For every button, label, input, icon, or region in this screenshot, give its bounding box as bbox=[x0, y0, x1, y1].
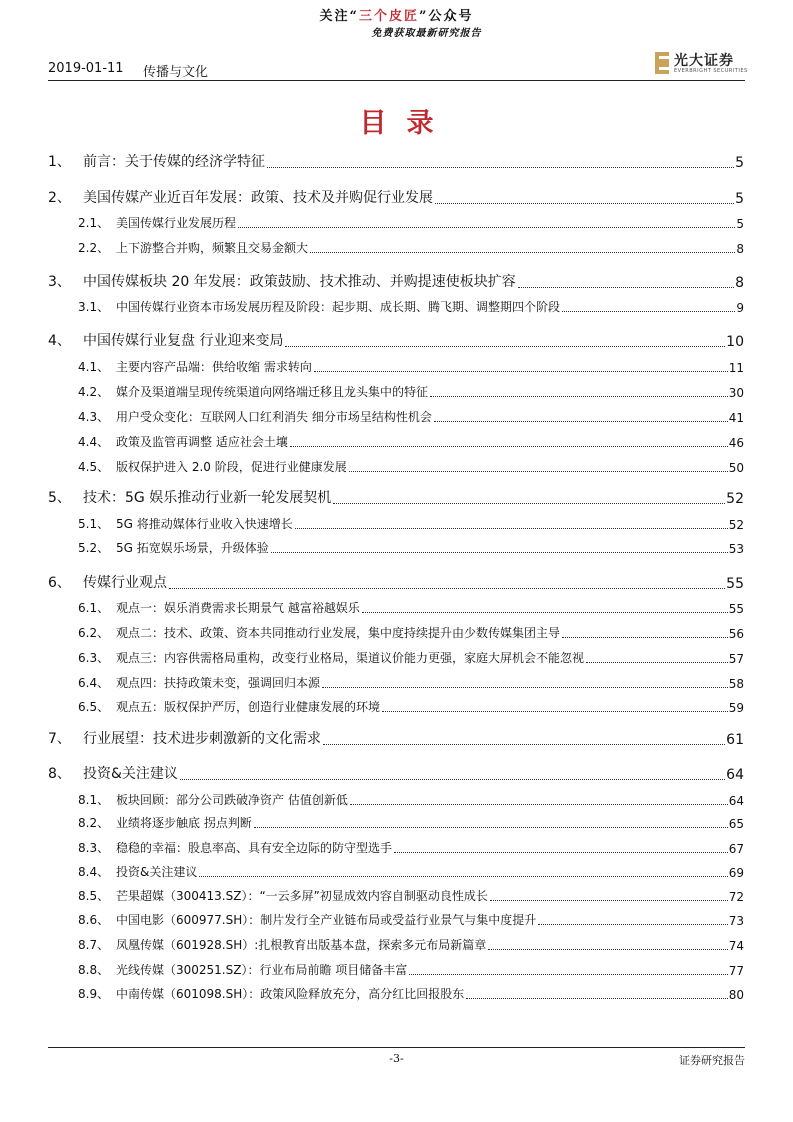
toc-entry[interactable] bbox=[48, 623, 744, 641]
toc-leader-dots bbox=[350, 804, 728, 805]
brand-logo-icon bbox=[655, 52, 669, 74]
toc-leader-dots bbox=[538, 924, 727, 925]
toc-leader-dots bbox=[434, 421, 728, 422]
toc-entry-number: 8.4、 bbox=[78, 865, 110, 879]
toc-entry[interactable] bbox=[48, 297, 744, 315]
toc-entry-page: 46 bbox=[728, 436, 744, 450]
toc-entry-page: 72 bbox=[728, 890, 744, 904]
toc-leader-dots bbox=[490, 900, 728, 901]
toc-entry-page: 56 bbox=[728, 627, 744, 641]
toc-entry-page: 10 bbox=[726, 334, 744, 350]
doc-type: 证券研究报告 bbox=[679, 1054, 745, 1067]
toc-entry-page: 64 bbox=[726, 767, 744, 783]
toc-entry[interactable] bbox=[48, 813, 744, 831]
toc-leader-dots bbox=[322, 687, 728, 688]
toc-entry-label: 用户受众变化：互联网人口红利消失 细分市场呈结构性机会 bbox=[116, 410, 432, 424]
toc-entry-number: 4、 bbox=[48, 333, 71, 349]
toc-leader-dots bbox=[310, 252, 735, 253]
toc-entry-page: 50 bbox=[728, 461, 744, 475]
toc-entry-number: 6、 bbox=[48, 575, 71, 591]
toc-entry-label: 观点四：扶持政策未变，强调回归本源 bbox=[116, 676, 321, 690]
toc-entry[interactable] bbox=[48, 910, 744, 928]
toc-entry-page: 9 bbox=[736, 301, 744, 315]
watermark-pre: 关注“ bbox=[319, 9, 359, 24]
toc-entry-page: 5 bbox=[735, 155, 744, 171]
toc-entry[interactable] bbox=[48, 935, 744, 953]
toc-entry-page: 11 bbox=[728, 361, 744, 375]
toc-entry-number: 7、 bbox=[48, 731, 71, 747]
watermark-line1 bbox=[0, 5, 793, 24]
toc-entry-page: 58 bbox=[728, 677, 744, 691]
toc-entry-page: 80 bbox=[728, 988, 744, 1002]
brand-logo bbox=[655, 50, 747, 76]
toc-entry-number: 5.2、 bbox=[78, 541, 110, 555]
toc-entry-label: 上下游整合并购，频繁且交易金额大 bbox=[116, 241, 309, 255]
toc-entry-page: 74 bbox=[728, 939, 744, 953]
toc-entry-number: 8.8、 bbox=[78, 963, 110, 977]
toc-entry-page: 77 bbox=[728, 964, 744, 978]
report-date: 2019-01-11 bbox=[48, 61, 124, 76]
toc-entry-page: 67 bbox=[728, 842, 744, 856]
toc-entry[interactable] bbox=[48, 984, 744, 1002]
toc-entry-label: 版权保护进入 2.0 阶段，促进行业健康发展 bbox=[116, 460, 347, 474]
toc-entry-page: 65 bbox=[728, 817, 744, 831]
toc-entry[interactable] bbox=[48, 790, 744, 808]
toc-entry[interactable] bbox=[48, 187, 744, 207]
toc-entry-number: 3、 bbox=[48, 274, 71, 290]
toc-entry-number: 4.5、 bbox=[78, 460, 110, 474]
toc-entry[interactable] bbox=[48, 648, 744, 666]
toc-entry-label: 观点三：内容供需格局重构，改变行业格局，渠道议价能力更强，家庭大屏机会不能忽视 bbox=[116, 651, 585, 665]
toc-entry-label: 中国传媒行业复盘 行业迎来变局 bbox=[83, 333, 284, 349]
toc-entry-number: 2、 bbox=[48, 190, 71, 206]
toc-entry-label: 凤凰传媒（601928.SH）:扎根教育出版基本盘，探索多元布局新篇章 bbox=[116, 938, 487, 952]
toc-entry-label: 主要内容产品端：供给收缩 需求转向 bbox=[116, 360, 312, 374]
toc-entry-label: 前言：关于传媒的经济学特征 bbox=[83, 154, 265, 170]
toc-entry-label: 光线传媒（300251.SZ）：行业布局前瞻 项目储备丰富 bbox=[116, 963, 408, 977]
toc-leader-dots bbox=[271, 552, 728, 553]
toc-entry[interactable] bbox=[48, 514, 744, 532]
toc-entry[interactable] bbox=[48, 382, 744, 400]
toc-leader-dots bbox=[430, 396, 728, 397]
toc-entry-number: 3.1、 bbox=[78, 300, 110, 314]
toc-entry-label: 业绩将逐步触底 拐点判断 bbox=[116, 816, 252, 830]
toc-entry-number: 8、 bbox=[48, 766, 71, 782]
toc-entry-label: 媒介及渠道端呈现传统渠道向网络端迁移且龙头集中的特征 bbox=[116, 385, 429, 399]
toc-entry[interactable] bbox=[48, 697, 744, 715]
toc-entry-page: 69 bbox=[728, 866, 744, 880]
toc-entry-page: 5 bbox=[735, 191, 744, 207]
toc-leader-dots bbox=[518, 287, 734, 288]
toc-leader-dots bbox=[238, 227, 735, 228]
toc-entry-label: 投资&关注建议 bbox=[83, 766, 178, 782]
toc-entry-label: 投资&关注建议 bbox=[116, 865, 198, 879]
toc-entry-number: 8.7、 bbox=[78, 938, 110, 952]
toc-entry[interactable] bbox=[48, 213, 744, 231]
toc-entry-label: 美国传媒产业近百年发展：政策、技术及并购促行业发展 bbox=[83, 190, 433, 206]
toc-entry-label: 芒果超媒（300413.SZ）：“一云多屏”初显成效内容自制驱动良性成长 bbox=[116, 889, 488, 903]
toc-entry-page: 41 bbox=[728, 411, 744, 425]
toc-entry-number: 5、 bbox=[48, 490, 71, 506]
footer-rule bbox=[48, 1047, 745, 1048]
toc-entry-number: 4.4、 bbox=[78, 435, 110, 449]
toc-leader-dots bbox=[435, 203, 734, 204]
toc-entry-number: 6.2、 bbox=[78, 626, 110, 640]
toc-entry[interactable] bbox=[48, 572, 744, 592]
toc-entry[interactable] bbox=[48, 457, 744, 475]
toc-leader-dots bbox=[180, 779, 725, 780]
brand-name-cn: 光大证券 bbox=[674, 53, 734, 69]
toc-leader-dots bbox=[562, 311, 735, 312]
page-number: -3- bbox=[389, 1052, 404, 1065]
toc-entry-number: 8.6、 bbox=[78, 913, 110, 927]
toc-leader-dots bbox=[323, 744, 725, 745]
toc-entry[interactable] bbox=[48, 886, 744, 904]
watermark-post: ”公众号 bbox=[419, 9, 474, 24]
toc-entry-number: 6.4、 bbox=[78, 676, 110, 690]
toc-entry[interactable] bbox=[48, 407, 744, 425]
toc-entry-page: 52 bbox=[728, 518, 744, 532]
toc-leader-dots bbox=[254, 827, 728, 828]
toc-entry-label: 稳稳的幸福：股息率高、具有安全边际的防守型选手 bbox=[116, 841, 393, 855]
toc-entry[interactable] bbox=[48, 238, 744, 256]
toc-entry[interactable] bbox=[48, 838, 744, 856]
toc-entry-number: 2.2、 bbox=[78, 241, 110, 255]
watermark-highlight: 三个皮匠 bbox=[358, 9, 419, 24]
toc-entry[interactable] bbox=[48, 432, 744, 450]
toc-leader-dots bbox=[333, 503, 725, 504]
toc-entry-number: 8.1、 bbox=[78, 793, 110, 807]
toc-entry-label: 美国传媒行业发展历程 bbox=[116, 216, 237, 230]
toc-leader-dots bbox=[562, 637, 728, 638]
toc-entry-number: 1、 bbox=[48, 154, 71, 170]
toc-entry-page: 52 bbox=[726, 491, 744, 507]
toc-entry[interactable] bbox=[48, 538, 744, 556]
toc-entry-label: 中南传媒（601098.SH）：政策风险释放充分，高分红比回报股东 bbox=[116, 987, 465, 1001]
brand-name-en: EVERBRIGHT SECURITIES bbox=[674, 68, 748, 74]
toc-entry[interactable] bbox=[48, 763, 744, 783]
toc-leader-dots bbox=[285, 346, 725, 347]
toc-entry-label: 中国电影（600977.SH）：制片发行全产业链布局或受益行业景气与集中度提升 bbox=[116, 913, 537, 927]
toc-entry-number: 8.5、 bbox=[78, 889, 110, 903]
toc-entry[interactable] bbox=[48, 487, 744, 507]
toc-entry-label: 中国传媒板块 20 年发展：政策鼓励、技术推动、并购提速使板块扩容 bbox=[83, 274, 516, 290]
toc-entry-label: 中国传媒行业资本市场发展历程及阶段：起步期、成长期、腾飞期、调整期四个阶段 bbox=[116, 300, 561, 314]
toc-entry-number: 8.2、 bbox=[78, 816, 110, 830]
toc-leader-dots bbox=[290, 446, 728, 447]
toc-entry-page: 64 bbox=[728, 794, 744, 808]
toc-leader-dots bbox=[199, 876, 727, 877]
toc-leader-dots bbox=[267, 167, 734, 168]
toc-entry[interactable] bbox=[48, 598, 744, 616]
toc-entry-label: 传媒行业观点 bbox=[83, 575, 167, 591]
toc-leader-dots bbox=[488, 949, 727, 950]
toc-entry-number: 6.3、 bbox=[78, 651, 110, 665]
toc-entry[interactable] bbox=[48, 862, 744, 880]
header-rule bbox=[48, 80, 745, 81]
toc-leader-dots bbox=[466, 998, 727, 999]
toc-entry-number: 2.1、 bbox=[78, 216, 110, 230]
toc-leader-dots bbox=[586, 662, 728, 663]
report-topic: 传播与文化 bbox=[143, 65, 209, 80]
toc-entry-page: 5 bbox=[736, 217, 744, 231]
watermark-line2: 免费获取最新研究报告 bbox=[371, 28, 482, 39]
toc-entry[interactable] bbox=[48, 673, 744, 691]
toc-entry-page: 8 bbox=[735, 275, 744, 291]
toc-leader-dots bbox=[295, 528, 728, 529]
page-title: 目录 bbox=[359, 108, 454, 139]
toc-entry-label: 5G 将推动媒体行业收入快速增长 bbox=[116, 517, 293, 531]
toc-entry-page: 73 bbox=[728, 914, 744, 928]
toc-entry-label: 5G 拓宽娱乐场景，升级体验 bbox=[116, 541, 269, 555]
toc-entry-number: 4.3、 bbox=[78, 410, 110, 424]
toc-entry-label: 技术：5G 娱乐推动行业新一轮发展契机 bbox=[83, 490, 332, 506]
toc-entry-label: 板块回顾：部分公司跌破净资产 估值创新低 bbox=[116, 793, 348, 807]
toc-entry-page: 55 bbox=[728, 602, 744, 616]
toc-entry[interactable] bbox=[48, 151, 744, 171]
toc-entry-label: 观点五：版权保护严厉，创造行业健康发展的环境 bbox=[116, 700, 381, 714]
toc-entry-label: 政策及监管再调整 适应社会土壤 bbox=[116, 435, 288, 449]
toc-leader-dots bbox=[409, 974, 727, 975]
toc-leader-dots bbox=[314, 371, 728, 372]
toc-entry-number: 4.2、 bbox=[78, 385, 110, 399]
toc-leader-dots bbox=[394, 852, 728, 853]
toc-entry-page: 57 bbox=[728, 652, 744, 666]
toc-entry-label: 行业展望：技术进步刺激新的文化需求 bbox=[83, 731, 321, 747]
toc-entry-number: 8.9、 bbox=[78, 987, 110, 1001]
toc-leader-dots bbox=[362, 612, 728, 613]
toc-entry-number: 5.1、 bbox=[78, 517, 110, 531]
toc-leader-dots bbox=[349, 471, 728, 472]
toc-entry[interactable] bbox=[48, 960, 744, 978]
toc-entry-page: 59 bbox=[728, 701, 744, 715]
toc-entry-page: 61 bbox=[726, 732, 744, 748]
toc-entry[interactable] bbox=[48, 728, 744, 748]
toc-entry-number: 8.3、 bbox=[78, 841, 110, 855]
toc-entry-number: 6.5、 bbox=[78, 700, 110, 714]
toc-entry[interactable] bbox=[48, 271, 744, 291]
toc-entry-label: 观点一：娱乐消费需求长期景气 越富裕越娱乐 bbox=[116, 601, 360, 615]
toc-entry[interactable] bbox=[48, 357, 744, 375]
toc-entry-number: 4.1、 bbox=[78, 360, 110, 374]
toc-entry[interactable] bbox=[48, 330, 744, 350]
toc-entry-page: 30 bbox=[728, 386, 744, 400]
toc-leader-dots bbox=[169, 588, 725, 589]
toc-entry-label: 观点二：技术、政策、资本共同推动行业发展，集中度持续提升由少数传媒集团主导 bbox=[116, 626, 561, 640]
toc-entry-page: 8 bbox=[736, 242, 744, 256]
toc-entry-page: 55 bbox=[726, 576, 744, 592]
toc-entry-page: 53 bbox=[728, 542, 744, 556]
toc-entry-number: 6.1、 bbox=[78, 601, 110, 615]
toc-leader-dots bbox=[382, 711, 728, 712]
